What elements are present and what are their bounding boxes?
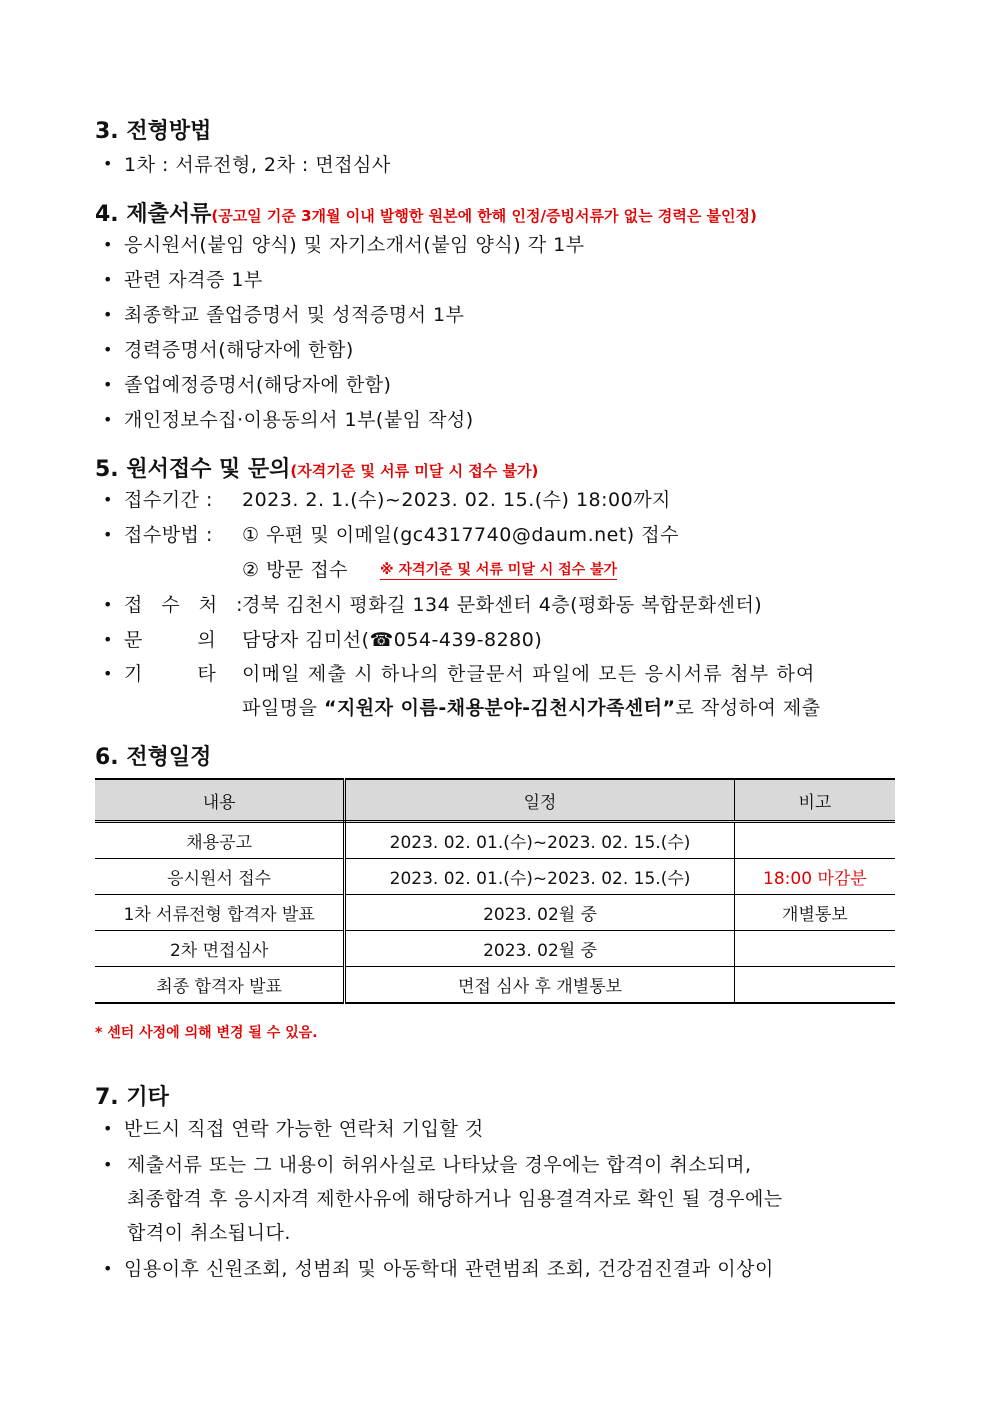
section-7-item-2-line-3: 합격이 취소됩니다. <box>127 1222 291 1244</box>
section-4-note: (공고일 기준 3개월 이내 발행한 원본에 한해 인정/증빙서류가 없는 경력은 불인정) <box>211 207 757 225</box>
bullet-icon: • <box>103 340 113 359</box>
method-1: ① 우편 및 이메일(gc4317740@daum.net) 접수 <box>242 524 679 546</box>
section-4-item: 응시원서(붙임 양식) 및 자기소개서(붙임 양식) 각 1부 <box>124 234 585 256</box>
table-row <box>95 895 895 931</box>
bullet-icon: • <box>103 154 113 173</box>
table-header-cell: 일정 <box>345 779 734 822</box>
place-label: 접 수 처 : <box>124 594 244 616</box>
section-7-title: 7. 기타 <box>95 1085 169 1110</box>
period-label: 접수기간 : <box>124 489 213 511</box>
bullet-icon: • <box>103 410 113 429</box>
section-5-title: 5. 원서접수 및 문의 <box>95 457 291 482</box>
table-cell: 2023. 02. 01.(수)~2023. 02. 15.(수) <box>345 822 734 859</box>
method-label: 접수방법 : <box>124 524 213 546</box>
table-cell: 2023. 02. 01.(수)~2023. 02. 15.(수) <box>345 859 734 895</box>
method-2: ② 방문 접수 <box>242 559 349 581</box>
table-cell: 2차 면접심사 <box>95 931 345 967</box>
period-value: 2023. 2. 1.(수)~2023. 02. 15.(수) 18:00까지 <box>242 489 671 511</box>
contact-label: 문 의 : <box>124 629 278 651</box>
method-2-note-wrap <box>380 559 617 579</box>
table-cell: 면접 심사 후 개별통보 <box>345 967 734 1004</box>
etc-line-2-filename: “지원자 이름-채용분야-김천시가족센터” <box>323 697 676 719</box>
table-header-cell: 내용 <box>95 779 345 822</box>
table-cell: 개별통보 <box>734 895 895 931</box>
table-row <box>95 931 895 967</box>
schedule-table <box>95 778 895 1004</box>
table-cell: 응시원서 접수 <box>95 859 345 895</box>
bullet-icon: • <box>103 525 113 544</box>
section-6-title: 6. 전형일정 <box>95 745 212 770</box>
table-row <box>95 859 895 895</box>
section-4-item: 개인정보수집·이용동의서 1부(붙임 작성) <box>124 409 474 431</box>
bullet-icon: • <box>103 1119 113 1138</box>
bullet-icon: • <box>103 630 113 649</box>
section-4-item: 경력증명서(해당자에 한함) <box>124 339 354 361</box>
section-7-item-3: 임용이후 신원조회, 성범죄 및 아동학대 관련범죄 조회, 건강검진결과 이상이 <box>124 1258 774 1280</box>
table-cell: 1차 서류전형 합격자 발표 <box>95 895 345 931</box>
section-4-item: 최종학교 졸업증명서 및 성적증명서 1부 <box>124 304 465 326</box>
section-4-item: 졸업예정증명서(해당자에 한함) <box>124 374 392 396</box>
etc-line-2-pre: 파일명을 <box>242 697 324 719</box>
etc-line-2-post: 로 작성하여 제출 <box>675 697 821 719</box>
table-cell: 최종 합격자 발표 <box>95 967 345 1004</box>
section-7-item-2-line-1: 제출서류 또는 그 내용이 허위사실로 나타났을 경우에는 합격이 취소되며, <box>127 1154 752 1176</box>
bullet-icon: • <box>103 664 113 683</box>
method-2-note: ※ 자격기준 및 서류 미달 시 접수 불가 <box>380 562 618 578</box>
bullet-icon: • <box>103 490 113 509</box>
bullet-icon: • <box>103 1259 113 1278</box>
bullet-icon: • <box>103 305 113 324</box>
schedule-footnote: * 센터 사정에 의해 변경 될 수 있음. <box>95 1025 318 1041</box>
section-4-item: 관련 자격증 1부 <box>124 269 263 291</box>
table-cell: 2023. 02월 중 <box>345 895 734 931</box>
etc-line-1: 이메일 제출 시 하나의 한글문서 파일에 모든 응시서류 첨부 하여 <box>242 663 816 685</box>
bullet-icon: • <box>103 595 113 614</box>
section-4-title: 4. 제출서류 <box>95 202 212 227</box>
etc-line-2 <box>242 693 821 720</box>
section-7-item-1: 반드시 직접 연락 가능한 연락처 기입할 것 <box>124 1118 484 1140</box>
table-cell: 2023. 02월 중 <box>345 931 734 967</box>
contact-value: 담당자 김미선(☎054-439-8280) <box>242 629 543 651</box>
etc-label: 기 타 : <box>124 663 278 685</box>
section-5-note: (자격기준 및 서류 미달 시 접수 불가) <box>290 462 539 480</box>
section-4-heading <box>95 197 757 228</box>
bullet-icon: • <box>103 1155 113 1174</box>
bullet-icon: • <box>103 375 113 394</box>
section-3-title: 3. 전형방법 <box>95 119 212 144</box>
section-5-heading <box>95 452 538 483</box>
table-cell <box>734 931 895 967</box>
table-header-cell: 비고 <box>734 779 895 822</box>
table-cell-deadline: 18:00 마감분 <box>734 859 895 895</box>
section-7-item-2-line-2: 최종합격 후 응시자격 제한사유에 해당하거나 임용결격자로 확인 될 경우에는 <box>127 1188 783 1210</box>
table-header-row <box>95 779 895 822</box>
table-cell <box>734 822 895 859</box>
bullet-icon: • <box>103 235 113 254</box>
table-cell: 채용공고 <box>95 822 345 859</box>
table-cell <box>734 967 895 1004</box>
section-3-item: 1차 : 서류전형, 2차 : 면접심사 <box>124 154 391 176</box>
bullet-icon: • <box>103 270 113 289</box>
table-row <box>95 822 895 859</box>
table-row <box>95 967 895 1004</box>
place-value: 경북 김천시 평화길 134 문화센터 4층(평화동 복합문화센터) <box>242 594 763 616</box>
